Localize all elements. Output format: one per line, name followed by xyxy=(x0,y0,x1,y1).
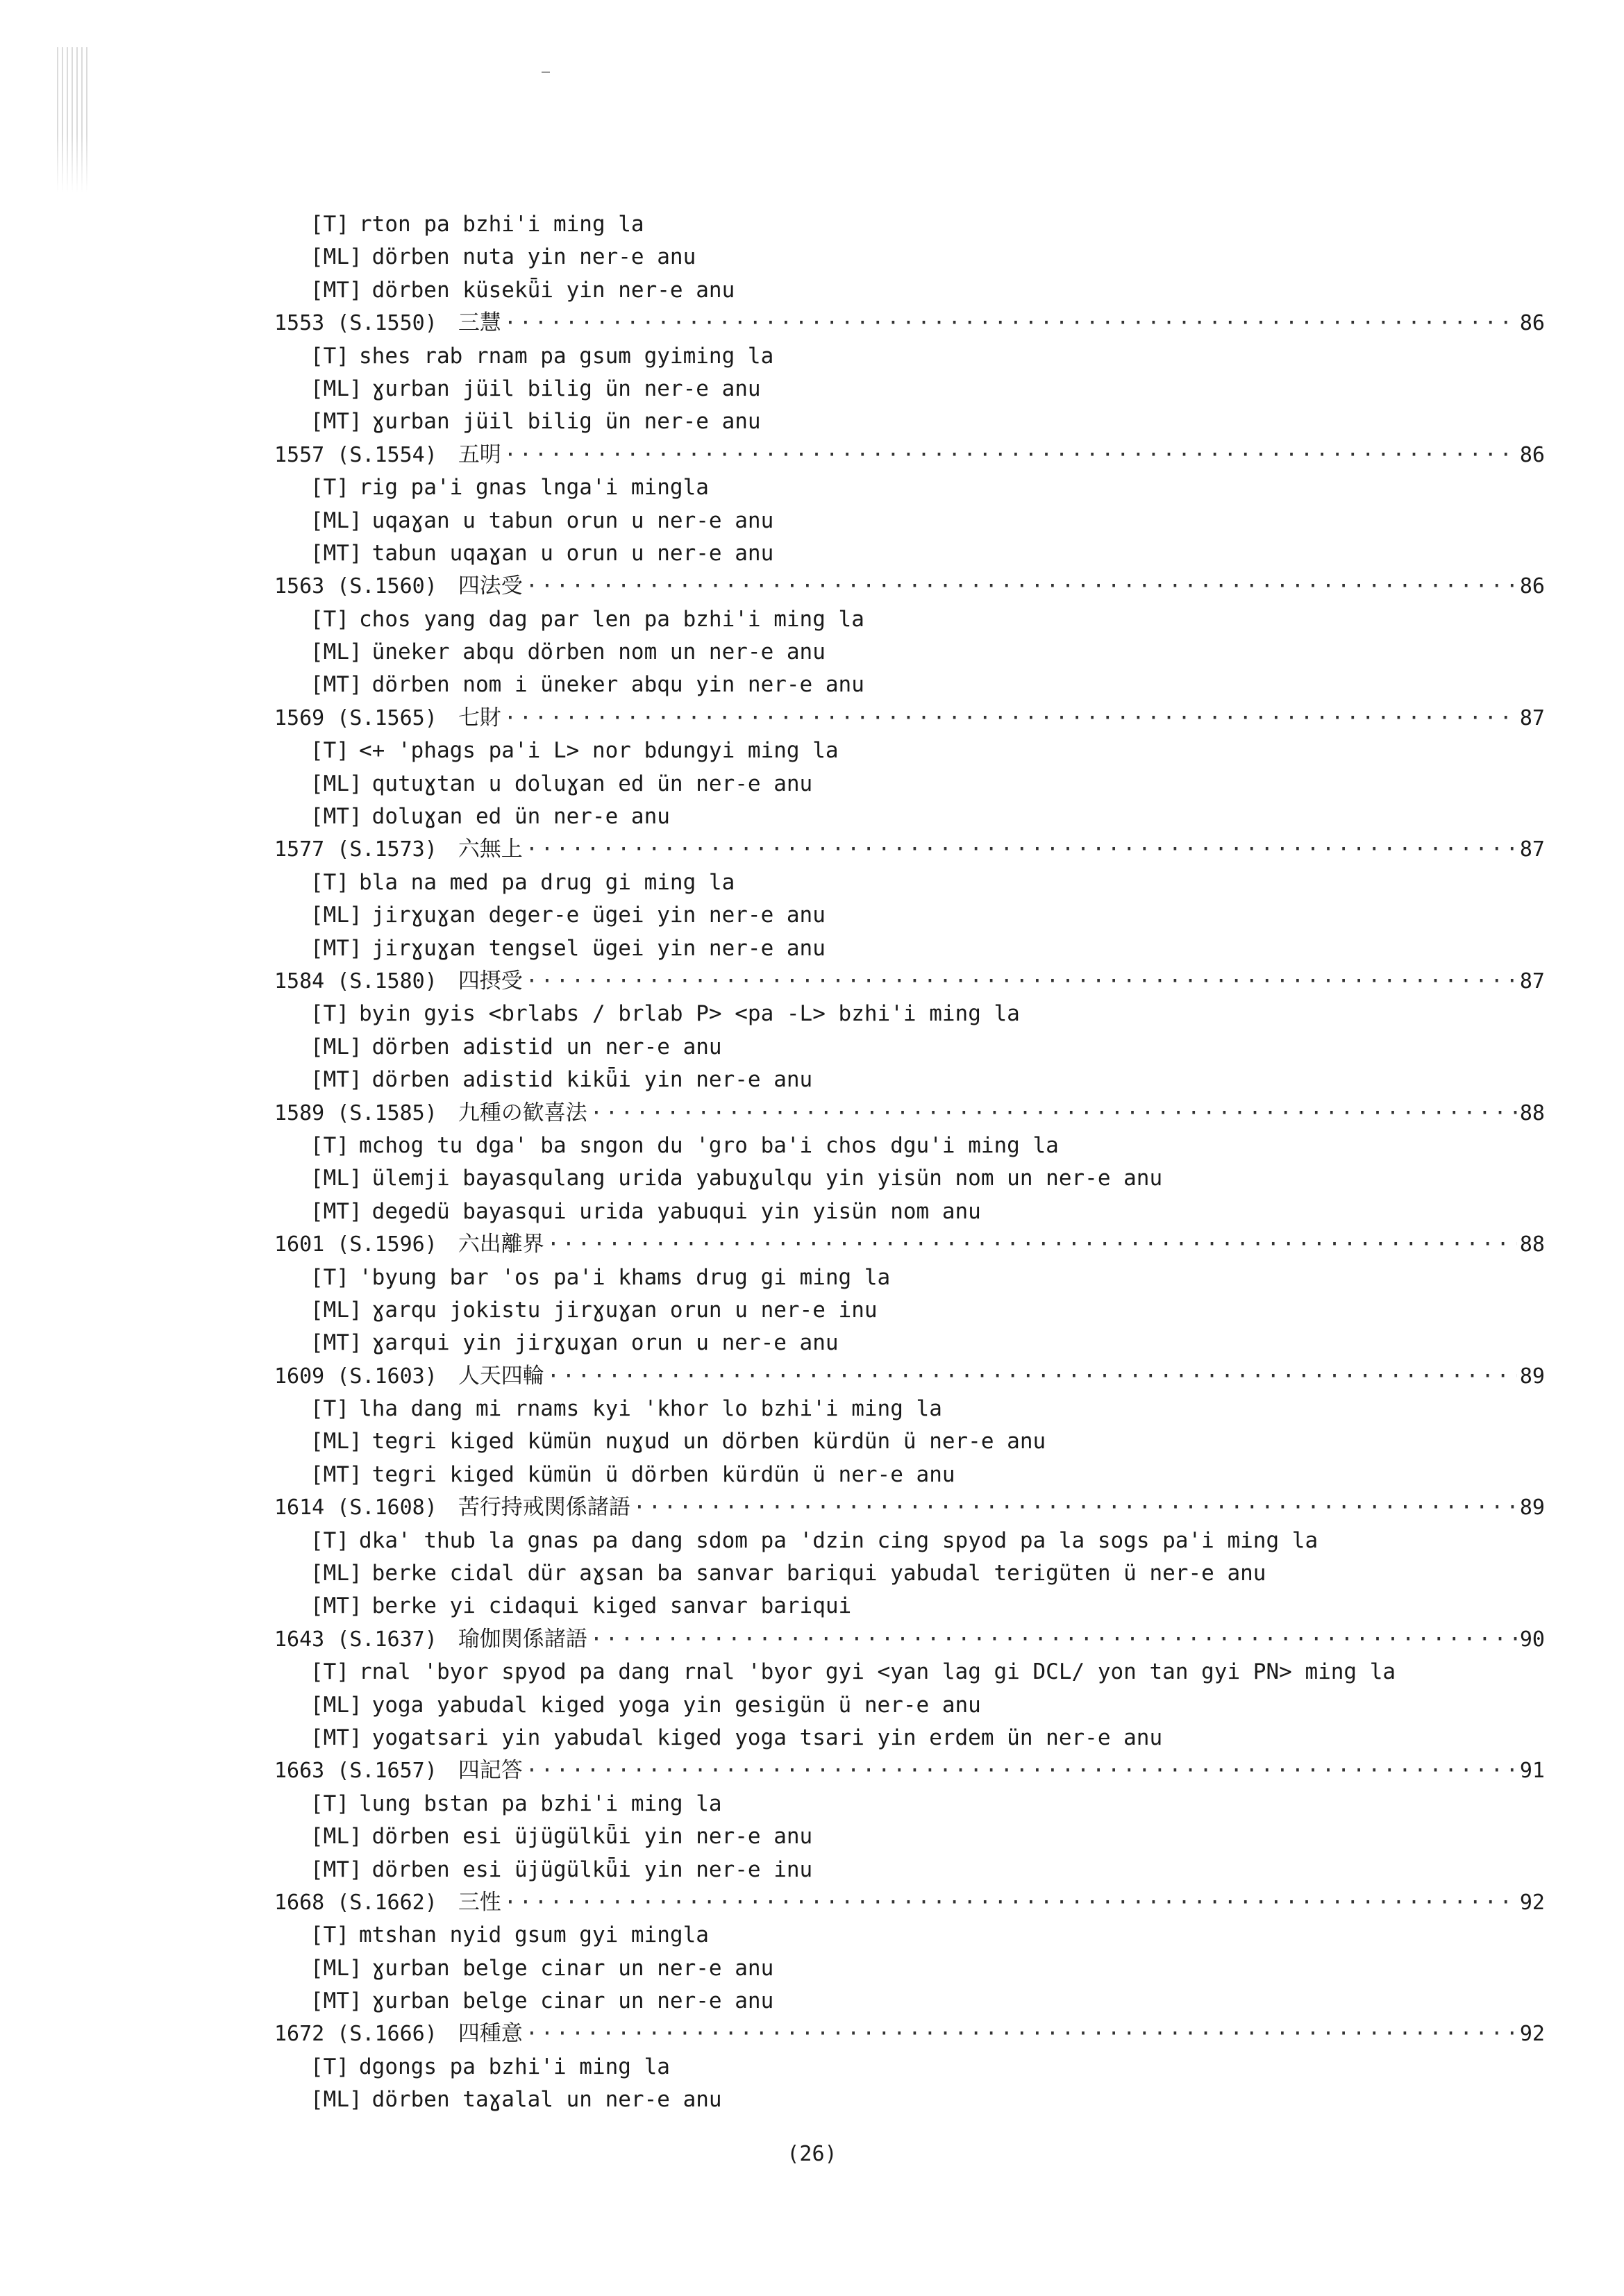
translation-line xyxy=(274,1196,1545,1228)
toc-entry xyxy=(274,1097,1545,1229)
language-tag: [ML] xyxy=(310,1429,362,1455)
translation-line xyxy=(274,1262,1545,1294)
translation-line xyxy=(274,1459,1545,1491)
translation-line xyxy=(274,1590,1545,1623)
translation-line xyxy=(274,603,1545,636)
entry-page-number: 92 xyxy=(1519,1890,1545,1915)
entry-heading xyxy=(274,702,1545,735)
translation-text: dka' thub la gnas pa dang sdom pa 'dzin cing spyod pa la sogs pa'i ming la xyxy=(359,1527,1319,1553)
translation-text: mchog tu dga' ba sngon du 'gro ba'i chos dgu'i ming la xyxy=(359,1132,1059,1158)
translation-text: tegri kiged kümün nuɣud un dörben kürdün ü ner-e anu xyxy=(371,1429,1046,1455)
translation-line xyxy=(274,1393,1545,1425)
entry-number: 1609 (S.1603) xyxy=(274,1364,437,1389)
translation-line xyxy=(274,1788,1545,1820)
translation-line xyxy=(274,208,1545,241)
language-tag: [ML] xyxy=(310,1297,362,1323)
translation-text: dörben adistid un ner-e anu xyxy=(371,1034,722,1059)
language-tag: [MT] xyxy=(310,277,362,303)
toc-entry xyxy=(274,307,1545,439)
translation-line xyxy=(274,899,1545,932)
toc-entry xyxy=(274,570,1545,702)
language-tag: [MT] xyxy=(310,1067,362,1093)
language-tag: [MT] xyxy=(310,1857,362,1882)
scan-artifact-dot xyxy=(542,72,550,73)
language-tag: [T] xyxy=(310,1001,349,1027)
language-tag: [T] xyxy=(310,738,349,764)
entry-heading xyxy=(274,833,1545,866)
language-tag: [MT] xyxy=(310,1988,362,2014)
entry-number: 1614 (S.1608) xyxy=(274,1495,437,1520)
entry-page-number: 88 xyxy=(1519,1232,1545,1257)
language-tag: [MT] xyxy=(310,1330,362,1356)
toc-entry xyxy=(274,1228,1545,1360)
entry-number: 1672 (S.1666) xyxy=(274,2022,437,2047)
entry-title: 苦行持戒関係諸語 xyxy=(458,1495,630,1520)
translation-text: <+ 'phags pa'i L> nor bdungyi ming la xyxy=(359,738,839,764)
toc-entry xyxy=(274,439,1545,571)
translation-line xyxy=(274,537,1545,570)
translation-line xyxy=(274,636,1545,669)
language-tag: [T] xyxy=(310,2054,349,2079)
entry-heading xyxy=(274,1754,1545,1787)
translation-text: uqaɣan u tabun orun u ner-e anu xyxy=(371,508,774,533)
language-tag: [ML] xyxy=(310,639,362,665)
entry-heading xyxy=(274,1623,1545,1656)
language-tag: [T] xyxy=(310,869,349,895)
entry-title: 瑜伽関係諸語 xyxy=(458,1626,587,1652)
dot-leader xyxy=(633,1491,1517,1524)
translation-text: ɣurban jüil bilig ün ner-e anu xyxy=(371,409,761,435)
translation-text: qutuɣtan u doluɣan ed ün ner-e anu xyxy=(371,771,813,796)
translation-text: berke cidal dür aɣsan ba sanvar bariqui yabudal terigüten ü ner-e anu xyxy=(371,1561,1266,1586)
dot-leader xyxy=(590,1623,1517,1656)
translation-line xyxy=(274,1425,1545,1458)
translation-line xyxy=(274,1985,1545,2018)
translation-line xyxy=(274,241,1545,274)
translation-text: ɣurban belge cinar un ner-e anu xyxy=(371,1988,774,2014)
language-tag: [T] xyxy=(310,343,349,369)
toc-entry xyxy=(274,1491,1545,1623)
entry-number: 1569 (S.1565) xyxy=(274,705,437,730)
translation-text: chos yang dag par len pa bzhi'i ming la xyxy=(359,606,864,632)
translation-text: tegri kiged kümün ü dörben kürdün ü ner-e anu xyxy=(371,1461,955,1487)
translation-line xyxy=(274,405,1545,438)
language-tag: [ML] xyxy=(310,508,362,533)
entry-number: 1663 (S.1657) xyxy=(274,1759,437,1784)
entry-title: 三性 xyxy=(458,1889,501,1915)
entry-page-number: 88 xyxy=(1519,1100,1545,1125)
dot-leader xyxy=(547,1360,1517,1393)
language-tag: [ML] xyxy=(310,1166,362,1191)
language-tag: [MT] xyxy=(310,804,362,830)
dot-leader xyxy=(526,1754,1517,1787)
language-tag: [ML] xyxy=(310,244,362,270)
translation-line xyxy=(274,1919,1545,1952)
entry-number: 1589 (S.1585) xyxy=(274,1100,437,1125)
language-tag: [ML] xyxy=(310,2087,362,2113)
translation-line xyxy=(274,998,1545,1030)
translation-text: degedü bayasqui urida yabuqui yin yisün nom anu xyxy=(371,1198,981,1224)
translation-line xyxy=(274,1294,1545,1327)
language-tag: [T] xyxy=(310,606,349,632)
translation-line xyxy=(274,768,1545,801)
entry-heading xyxy=(274,1228,1545,1261)
entry-title: 六無上 xyxy=(458,837,523,862)
translation-text: ülemji bayasqulang urida yabuɣulqu yin yisün nom un ner-e anu xyxy=(371,1166,1163,1191)
translation-text: jirɣuɣan tengsel ügei yin ner-e anu xyxy=(371,935,826,961)
translation-text: mtshan nyid gsum gyi mingla xyxy=(359,1922,709,1948)
translation-line xyxy=(274,1689,1545,1722)
language-tag: [T] xyxy=(310,1264,349,1290)
translation-line xyxy=(274,1820,1545,1853)
dot-leader xyxy=(590,1097,1517,1130)
entry-heading xyxy=(274,2018,1545,2050)
translation-text: jirɣuɣan deger-e ügei yin ner-e anu xyxy=(371,903,826,928)
translation-text: bla na med pa drug gi ming la xyxy=(359,869,735,895)
translation-text: doluɣan ed ün ner-e anu xyxy=(371,804,670,830)
dot-leader xyxy=(504,439,1517,471)
entry-page-number: 87 xyxy=(1519,837,1545,862)
entry-title: 四種意 xyxy=(458,2021,523,2047)
entry-heading xyxy=(274,1360,1545,1393)
dot-leader xyxy=(547,1228,1517,1261)
translation-text: dörben adistid kikǖi yin ner-e anu xyxy=(371,1067,813,1093)
language-tag: [T] xyxy=(310,1396,349,1422)
toc-entry xyxy=(274,702,1545,834)
language-tag: [T] xyxy=(310,1659,349,1685)
translation-text: dörben küsekǖi yin ner-e anu xyxy=(371,277,735,303)
translation-line xyxy=(274,669,1545,701)
dot-leader xyxy=(526,2018,1517,2050)
dot-leader xyxy=(526,965,1517,998)
translation-line xyxy=(274,866,1545,899)
language-tag: [ML] xyxy=(310,1034,362,1059)
dot-leader xyxy=(526,570,1517,603)
translation-line xyxy=(274,1722,1545,1754)
translation-line xyxy=(274,735,1545,767)
language-tag: [MT] xyxy=(310,540,362,566)
entry-heading xyxy=(274,307,1545,340)
translation-text: byin gyis <brlabs / brlab P> <pa -L> bzhi'i ming la xyxy=(359,1001,1020,1027)
translation-text: lung bstan pa bzhi'i ming la xyxy=(359,1791,722,1816)
entry-page-number: 89 xyxy=(1519,1495,1545,1520)
translation-text: dörben nom i üneker abqu yin ner-e anu xyxy=(371,672,864,698)
translation-line xyxy=(274,1162,1545,1195)
translation-text: yogatsari yin yabudal kiged yoga tsari yin erdem ün ner-e anu xyxy=(371,1725,1163,1750)
translation-text: ɣurban belge cinar un ner-e anu xyxy=(371,1955,774,1981)
translation-text: rnal 'byor spyod pa dang rnal 'byor gyi <yan lag gi DCL/ yon tan gyi PN> ming la xyxy=(359,1659,1396,1685)
language-tag: [ML] xyxy=(310,1955,362,1981)
translation-text: yoga yabudal kiged yoga yin gesigün ü ner-e anu xyxy=(371,1692,981,1718)
entry-title: 四記答 xyxy=(458,1758,523,1784)
language-tag: [T] xyxy=(310,1132,349,1158)
language-tag: [T] xyxy=(310,1922,349,1948)
language-tag: [T] xyxy=(310,1791,349,1816)
dot-leader xyxy=(504,702,1517,735)
language-tag: [MT] xyxy=(310,1593,362,1619)
translation-line xyxy=(274,2051,1545,2084)
toc-entry xyxy=(274,1886,1545,2018)
entry-page-number: 87 xyxy=(1519,705,1545,730)
entry-title: 九種の歓喜法 xyxy=(458,1100,587,1125)
translation-text: dörben nuta yin ner-e anu xyxy=(371,244,696,270)
entry-title: 七財 xyxy=(458,705,501,730)
translation-text: shes rab rnam pa gsum gyiming la xyxy=(359,343,774,369)
translation-text: dgongs pa bzhi'i ming la xyxy=(359,2054,670,2079)
toc-entry xyxy=(274,833,1545,965)
translation-text: ɣarqui yin jirɣuɣan orun u ner-e anu xyxy=(371,1330,839,1356)
translation-text: 'byung bar 'os pa'i khams drug gi ming la xyxy=(359,1264,891,1290)
translation-line xyxy=(274,1854,1545,1886)
table-of-contents xyxy=(274,208,1545,2117)
translation-text: ɣurban jüil bilig ün ner-e anu xyxy=(371,376,761,401)
toc-entry xyxy=(274,965,1545,1097)
translation-line xyxy=(274,1130,1545,1162)
entry-title: 六出離界 xyxy=(458,1232,544,1257)
entry-heading xyxy=(274,439,1545,471)
translation-text: rton pa bzhi'i ming la xyxy=(359,212,644,237)
language-tag: [MT] xyxy=(310,1461,362,1487)
entry-title: 五明 xyxy=(458,442,501,467)
dot-leader xyxy=(504,307,1517,340)
entry-title: 四法受 xyxy=(458,573,523,599)
entry-page-number: 86 xyxy=(1519,574,1545,599)
translation-text: berke yi cidaqui kiged sanvar bariqui xyxy=(371,1593,852,1619)
translation-line xyxy=(274,373,1545,405)
translation-text: tabun uqaɣan u orun u ner-e anu xyxy=(371,540,774,566)
dot-leader xyxy=(504,1886,1517,1919)
translation-text: üneker abqu dörben nom un ner-e anu xyxy=(371,639,826,665)
translation-line xyxy=(274,1327,1545,1359)
entry-page-number: 92 xyxy=(1519,2022,1545,2047)
entry-number: 1577 (S.1573) xyxy=(274,837,437,862)
translation-text: dörben esi üjügülkǖi yin ner-e anu xyxy=(371,1824,813,1850)
toc-entry xyxy=(274,1754,1545,1886)
entry-number: 1668 (S.1662) xyxy=(274,1890,437,1915)
translation-text: rig pa'i gnas lnga'i mingla xyxy=(359,475,709,501)
entry-number: 1601 (S.1596) xyxy=(274,1232,437,1257)
entry-heading xyxy=(274,570,1545,603)
entry-heading xyxy=(274,1491,1545,1524)
language-tag: [T] xyxy=(310,212,349,237)
translation-text: lha dang mi rnams kyi 'khor lo bzhi'i ming la xyxy=(359,1396,942,1422)
language-tag: [T] xyxy=(310,475,349,501)
translation-line xyxy=(274,274,1545,307)
translation-text: dörben esi üjügülkǖi yin ner-e inu xyxy=(371,1857,813,1882)
entry-heading xyxy=(274,1097,1545,1130)
language-tag: [MT] xyxy=(310,935,362,961)
translation-line xyxy=(274,340,1545,373)
language-tag: [ML] xyxy=(310,1692,362,1718)
translation-line xyxy=(274,1557,1545,1590)
entry-heading xyxy=(274,965,1545,998)
language-tag: [MT] xyxy=(310,672,362,698)
translation-text: ɣarqu jokistu jirɣuɣan orun u ner-e inu xyxy=(371,1297,878,1323)
language-tag: [ML] xyxy=(310,1824,362,1850)
translation-line xyxy=(274,1064,1545,1096)
toc-entry xyxy=(274,208,1545,307)
translation-line xyxy=(274,505,1545,537)
translation-line xyxy=(274,1656,1545,1689)
entry-number: 1584 (S.1580) xyxy=(274,969,437,994)
language-tag: [ML] xyxy=(310,903,362,928)
scan-artifact xyxy=(57,47,87,193)
language-tag: [MT] xyxy=(310,1725,362,1750)
translation-line xyxy=(274,471,1545,504)
entry-number: 1553 (S.1550) xyxy=(274,311,437,336)
dot-leader xyxy=(526,833,1517,866)
entry-page-number: 89 xyxy=(1519,1364,1545,1389)
translation-line xyxy=(274,932,1545,965)
entry-heading xyxy=(274,1886,1545,1919)
page-number-footer: (26) xyxy=(787,2142,837,2166)
entry-number: 1563 (S.1560) xyxy=(274,574,437,599)
translation-line xyxy=(274,801,1545,833)
language-tag: [ML] xyxy=(310,376,362,401)
language-tag: [T] xyxy=(310,1527,349,1553)
entry-title: 人天四輪 xyxy=(458,1363,544,1389)
translation-line xyxy=(274,1525,1545,1557)
translation-line xyxy=(274,1031,1545,1064)
entry-number: 1557 (S.1554) xyxy=(274,442,437,467)
entry-page-number: 91 xyxy=(1519,1759,1545,1784)
toc-entry xyxy=(274,2018,1545,2116)
toc-entry xyxy=(274,1623,1545,1755)
language-tag: [MT] xyxy=(310,1198,362,1224)
entry-page-number: 87 xyxy=(1519,969,1545,994)
entry-number: 1643 (S.1637) xyxy=(274,1627,437,1652)
language-tag: [ML] xyxy=(310,1561,362,1586)
entry-page-number: 86 xyxy=(1519,311,1545,336)
entry-page-number: 86 xyxy=(1519,442,1545,467)
entry-title: 四摂受 xyxy=(458,968,523,994)
translation-line xyxy=(274,2084,1545,2116)
language-tag: [MT] xyxy=(310,409,362,435)
entry-page-number: 90 xyxy=(1519,1627,1545,1652)
entry-title: 三慧 xyxy=(458,310,501,336)
language-tag: [ML] xyxy=(310,771,362,796)
toc-entry xyxy=(274,1360,1545,1492)
translation-text: dörben taɣalal un ner-e anu xyxy=(371,2087,722,2113)
translation-line xyxy=(274,1952,1545,1985)
